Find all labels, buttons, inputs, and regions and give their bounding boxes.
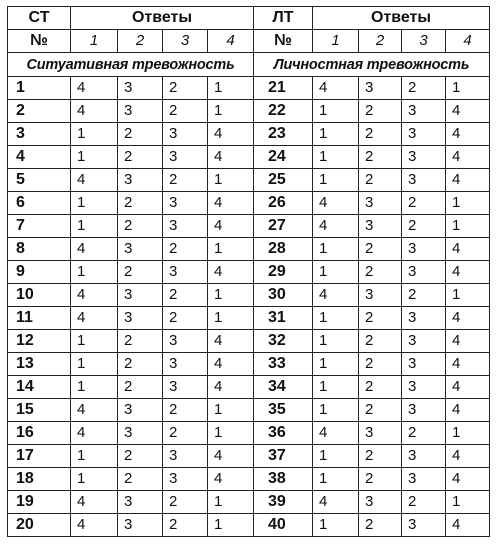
right-answer-score: 3 — [359, 77, 402, 100]
left-answer-score: 2 — [163, 307, 208, 330]
left-answer-score: 4 — [208, 445, 254, 468]
table-row — [8, 514, 490, 537]
left-answer-score: 2 — [163, 284, 208, 307]
left-answer-score: 4 — [208, 353, 254, 376]
right-answer-score: 4 — [446, 100, 490, 123]
left-answer-score: 2 — [118, 445, 163, 468]
left-item-number: 6 — [8, 192, 71, 215]
left-item-number: 14 — [8, 376, 71, 399]
right-answer-score: 3 — [402, 238, 446, 261]
right-item-number: 25 — [254, 169, 313, 192]
left-answer-score: 3 — [163, 261, 208, 284]
left-answer-score: 4 — [71, 399, 118, 422]
left-answer-score: 4 — [71, 284, 118, 307]
right-answer-score: 4 — [446, 261, 490, 284]
right-answer-score: 4 — [313, 491, 359, 514]
left-item-number: 16 — [8, 422, 71, 445]
right-answer-score: 2 — [402, 77, 446, 100]
right-answer-score: 2 — [402, 215, 446, 238]
right-item-number: 26 — [254, 192, 313, 215]
right-code-header: ЛТ — [254, 7, 313, 30]
left-answer-score: 3 — [118, 238, 163, 261]
table-row — [8, 100, 490, 123]
subheader-row — [8, 30, 490, 53]
right-answer-score: 1 — [446, 491, 490, 514]
left-answer-score: 2 — [163, 399, 208, 422]
left-item-number: 20 — [8, 514, 71, 537]
right-answer-score: 1 — [446, 192, 490, 215]
left-answer-score: 3 — [118, 491, 163, 514]
left-answer-score: 2 — [163, 422, 208, 445]
right-answer-score: 2 — [359, 307, 402, 330]
right-answer-score: 2 — [359, 445, 402, 468]
right-answer-score: 2 — [359, 146, 402, 169]
left-answer-score: 1 — [208, 238, 254, 261]
left-answer-score: 1 — [71, 123, 118, 146]
right-answer-score: 3 — [359, 422, 402, 445]
left-answer-score: 3 — [118, 100, 163, 123]
left-item-number: 9 — [8, 261, 71, 284]
right-answer-score: 1 — [313, 353, 359, 376]
right-answer-score: 4 — [446, 330, 490, 353]
table-row — [8, 307, 490, 330]
right-answer-score: 1 — [313, 146, 359, 169]
right-answer-score: 3 — [359, 284, 402, 307]
left-item-number: 12 — [8, 330, 71, 353]
left-answer-score: 1 — [71, 330, 118, 353]
right-answer-score: 2 — [359, 261, 402, 284]
left-answer-score: 1 — [208, 169, 254, 192]
left-answer-score: 2 — [118, 192, 163, 215]
left-answer-score: 4 — [71, 100, 118, 123]
left-answer-score: 2 — [118, 353, 163, 376]
right-answer-score: 1 — [313, 468, 359, 491]
left-answer-score: 1 — [208, 422, 254, 445]
left-answer-score: 3 — [163, 445, 208, 468]
left-answer-score: 4 — [71, 422, 118, 445]
left-answer-score: 4 — [208, 330, 254, 353]
left-answer-score: 3 — [163, 353, 208, 376]
right-answer-score: 2 — [359, 238, 402, 261]
left-section-title: Ситуативная тревожность — [8, 53, 254, 77]
right-answer-score: 2 — [402, 284, 446, 307]
left-answer-score: 3 — [163, 330, 208, 353]
left-answer-score: 1 — [208, 399, 254, 422]
left-answer-score: 2 — [163, 77, 208, 100]
right-answer-score: 2 — [359, 100, 402, 123]
right-answer-score: 4 — [313, 284, 359, 307]
right-answer-score: 3 — [402, 468, 446, 491]
table-row — [8, 123, 490, 146]
right-answer-score: 4 — [446, 353, 490, 376]
left-answer-score: 4 — [208, 146, 254, 169]
left-answer-score: 4 — [208, 261, 254, 284]
left-answer-score: 3 — [118, 514, 163, 537]
table-row — [8, 399, 490, 422]
left-answer-score: 4 — [71, 169, 118, 192]
left-answer-col-2: 2 — [118, 30, 163, 53]
left-answer-score: 4 — [71, 514, 118, 537]
right-answer-score: 1 — [313, 261, 359, 284]
right-section-title: Личностная тревожность — [254, 53, 490, 77]
table-row — [8, 238, 490, 261]
left-answer-col-4: 4 — [208, 30, 254, 53]
left-item-number: 19 — [8, 491, 71, 514]
left-answer-score: 4 — [208, 468, 254, 491]
left-answer-score: 1 — [71, 215, 118, 238]
right-answer-score: 1 — [313, 100, 359, 123]
left-item-number: 17 — [8, 445, 71, 468]
left-answer-score: 2 — [118, 146, 163, 169]
right-answer-score: 1 — [313, 445, 359, 468]
right-answer-score: 4 — [313, 77, 359, 100]
right-item-number: 23 — [254, 123, 313, 146]
left-answer-score: 1 — [71, 468, 118, 491]
left-answer-score: 1 — [71, 445, 118, 468]
left-answer-score: 4 — [208, 215, 254, 238]
left-answer-score: 3 — [118, 307, 163, 330]
left-answer-score: 1 — [71, 192, 118, 215]
right-answer-score: 3 — [359, 192, 402, 215]
right-item-number: 38 — [254, 468, 313, 491]
right-answer-score: 1 — [446, 284, 490, 307]
right-answer-score: 4 — [313, 192, 359, 215]
right-answer-score: 3 — [402, 445, 446, 468]
right-answer-score: 4 — [313, 422, 359, 445]
left-answer-score: 4 — [208, 192, 254, 215]
left-item-number: 5 — [8, 169, 71, 192]
left-item-number: 11 — [8, 307, 71, 330]
right-no-header: № — [254, 30, 313, 53]
left-answer-score: 4 — [208, 376, 254, 399]
left-answer-score: 1 — [208, 491, 254, 514]
left-item-number: 8 — [8, 238, 71, 261]
left-answer-score: 1 — [71, 376, 118, 399]
table-row — [8, 146, 490, 169]
left-answer-score: 3 — [163, 468, 208, 491]
right-answer-score: 3 — [359, 215, 402, 238]
right-answer-score: 2 — [402, 422, 446, 445]
right-answer-score: 1 — [446, 215, 490, 238]
right-answer-score: 1 — [313, 399, 359, 422]
right-answer-score: 2 — [359, 468, 402, 491]
left-item-number: 2 — [8, 100, 71, 123]
left-answer-score: 1 — [208, 284, 254, 307]
right-item-number: 21 — [254, 77, 313, 100]
left-item-number: 3 — [8, 123, 71, 146]
right-answer-score: 1 — [313, 514, 359, 537]
table-row — [8, 169, 490, 192]
right-answer-score: 3 — [402, 261, 446, 284]
left-answer-score: 2 — [163, 491, 208, 514]
right-item-number: 29 — [254, 261, 313, 284]
right-answer-score: 4 — [446, 169, 490, 192]
table-row — [8, 284, 490, 307]
left-item-number: 10 — [8, 284, 71, 307]
right-item-number: 30 — [254, 284, 313, 307]
left-answer-score: 3 — [118, 399, 163, 422]
right-answer-score: 2 — [402, 192, 446, 215]
left-answer-score: 3 — [163, 123, 208, 146]
right-answer-score: 4 — [446, 123, 490, 146]
right-answer-col-1: 1 — [313, 30, 359, 53]
left-answer-score: 2 — [118, 468, 163, 491]
right-item-number: 22 — [254, 100, 313, 123]
table-row — [8, 353, 490, 376]
right-answer-score: 1 — [313, 376, 359, 399]
left-answer-score: 3 — [118, 284, 163, 307]
table-row — [8, 491, 490, 514]
right-answer-score: 1 — [313, 238, 359, 261]
right-answer-score: 3 — [402, 169, 446, 192]
left-answer-col-3: 3 — [163, 30, 208, 53]
left-answer-score: 1 — [208, 307, 254, 330]
right-answer-score: 2 — [359, 330, 402, 353]
right-answer-score: 4 — [446, 376, 490, 399]
left-answer-score: 2 — [118, 261, 163, 284]
right-answer-score: 3 — [402, 353, 446, 376]
left-item-number: 7 — [8, 215, 71, 238]
left-no-header: № — [8, 30, 71, 53]
right-answer-score: 3 — [402, 307, 446, 330]
left-item-number: 18 — [8, 468, 71, 491]
right-answer-score: 1 — [313, 123, 359, 146]
right-answer-score: 3 — [402, 100, 446, 123]
table-row — [8, 468, 490, 491]
left-answer-score: 2 — [163, 238, 208, 261]
right-answer-score: 4 — [446, 238, 490, 261]
right-answer-score: 3 — [402, 123, 446, 146]
left-answer-score: 3 — [163, 192, 208, 215]
left-item-number: 1 — [8, 77, 71, 100]
left-item-number: 4 — [8, 146, 71, 169]
left-answer-score: 2 — [163, 100, 208, 123]
left-answer-score: 4 — [71, 491, 118, 514]
right-answer-score: 2 — [359, 169, 402, 192]
right-answer-score: 4 — [446, 399, 490, 422]
left-answer-score: 1 — [208, 77, 254, 100]
right-answer-score: 2 — [402, 491, 446, 514]
left-answer-score: 3 — [163, 215, 208, 238]
left-answer-score: 1 — [71, 146, 118, 169]
right-answer-score: 2 — [359, 353, 402, 376]
left-answer-score: 1 — [208, 514, 254, 537]
left-answer-score: 2 — [118, 330, 163, 353]
right-answer-score: 3 — [402, 146, 446, 169]
right-item-number: 39 — [254, 491, 313, 514]
right-answer-score: 3 — [402, 399, 446, 422]
left-answer-score: 4 — [71, 307, 118, 330]
right-answer-score: 3 — [402, 330, 446, 353]
right-answer-score: 1 — [313, 330, 359, 353]
right-answer-score: 1 — [446, 77, 490, 100]
table-row — [8, 445, 490, 468]
right-answer-score: 4 — [313, 215, 359, 238]
table-row — [8, 261, 490, 284]
left-answer-col-1: 1 — [71, 30, 118, 53]
right-answer-col-2: 2 — [359, 30, 402, 53]
right-answer-score: 3 — [359, 491, 402, 514]
right-answer-score: 2 — [359, 399, 402, 422]
right-item-number: 32 — [254, 330, 313, 353]
left-item-number: 13 — [8, 353, 71, 376]
section-title-row — [8, 53, 490, 77]
left-answer-score: 4 — [71, 238, 118, 261]
right-item-number: 28 — [254, 238, 313, 261]
right-answer-col-3: 3 — [402, 30, 446, 53]
table-row — [8, 422, 490, 445]
right-item-number: 40 — [254, 514, 313, 537]
table-row — [8, 77, 490, 100]
left-answer-score: 4 — [208, 123, 254, 146]
right-answer-score: 4 — [446, 514, 490, 537]
right-answer-score: 4 — [446, 445, 490, 468]
left-answer-score: 3 — [118, 422, 163, 445]
right-answer-score: 4 — [446, 468, 490, 491]
left-answer-score: 3 — [118, 169, 163, 192]
right-item-number: 34 — [254, 376, 313, 399]
right-answer-score: 1 — [313, 307, 359, 330]
left-answer-score: 3 — [118, 77, 163, 100]
table-row — [8, 192, 490, 215]
right-answer-score: 2 — [359, 123, 402, 146]
right-answer-score: 4 — [446, 146, 490, 169]
left-answer-score: 4 — [71, 77, 118, 100]
header-row — [8, 7, 490, 30]
left-answer-score: 2 — [163, 514, 208, 537]
right-answer-score: 1 — [313, 169, 359, 192]
left-answer-score: 3 — [163, 146, 208, 169]
left-code-header: СТ — [8, 7, 71, 30]
left-answer-score: 3 — [163, 376, 208, 399]
right-answer-score: 2 — [359, 514, 402, 537]
right-answers-header: Ответы — [313, 7, 490, 30]
right-item-number: 31 — [254, 307, 313, 330]
table-row — [8, 330, 490, 353]
left-answer-score: 1 — [71, 261, 118, 284]
right-item-number: 36 — [254, 422, 313, 445]
right-item-number: 24 — [254, 146, 313, 169]
left-item-number: 15 — [8, 399, 71, 422]
left-answer-score: 2 — [118, 123, 163, 146]
table-row — [8, 215, 490, 238]
right-item-number: 35 — [254, 399, 313, 422]
right-answer-col-4: 4 — [446, 30, 490, 53]
right-answer-score: 3 — [402, 376, 446, 399]
left-answer-score: 2 — [163, 169, 208, 192]
left-answer-score: 1 — [208, 100, 254, 123]
left-answer-score: 1 — [71, 353, 118, 376]
right-answer-score: 2 — [359, 376, 402, 399]
right-item-number: 33 — [254, 353, 313, 376]
right-item-number: 27 — [254, 215, 313, 238]
left-answer-score: 2 — [118, 376, 163, 399]
table-row — [8, 376, 490, 399]
right-item-number: 37 — [254, 445, 313, 468]
right-answer-score: 1 — [446, 422, 490, 445]
left-answer-score: 2 — [118, 215, 163, 238]
right-answer-score: 3 — [402, 514, 446, 537]
right-answer-score: 4 — [446, 307, 490, 330]
anxiety-scoring-table — [7, 6, 490, 537]
left-answers-header: Ответы — [71, 7, 254, 30]
